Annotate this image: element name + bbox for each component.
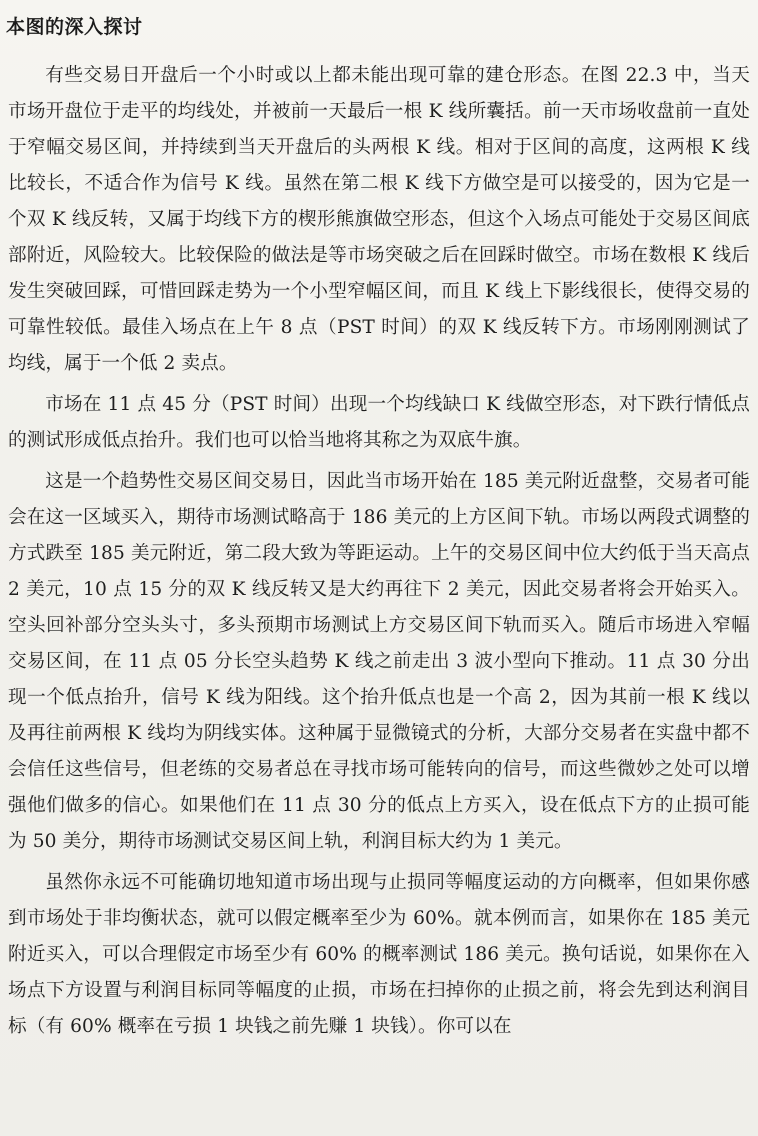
section-heading: 本图的深入探讨 — [6, 16, 143, 38]
paragraph-1: 有些交易日开盘后一个小时或以上都未能出现可靠的建仓形态。在图 22.3 中，当天市场开盘位于走平的均线处，并被前一天最后一根 K 线所囊括。前一天市场收盘前一直处于窄幅交易区间，并持续到当天开盘后的头两根 K 线。相对于区间的高度，这两根 K 线比较长，不适合作为信号 K 线。虽然在第二根 K 线下方做空是可以接受的，因为它是一个双 K 线反转，又属于均线下方的楔形熊旗做空形态，但这个入场点可能处于交易区间底部附近，风险较大。比较保险的做法是等市场突破之后在回踩时做空。市场在数根 K 线后发生突破回踩，可惜回踩走势为一个小型窄幅区间，而且 K 线上下影线很长，使得交易的可靠性较低。最佳入场点在上午 8 点（PST 时间）的双 K 线反转下方。市场刚刚测试了均线，属于一个低 2 卖点。 — [8, 65, 750, 374]
paragraph-3: 这是一个趋势性交易区间交易日，因此当市场开始在 185 美元附近盘整，交易者可能会在这一区域买入，期待市场测试略高于 186 美元的上方区间下轨。市场以两段式调整的方式跌至 185 美元附近，第二段大致为等距运动。上午的交易区间中位大约低于当天高点 2 美元，10 点 15 分的双 K 线反转又是大约再往下 2 美元，因此交易者将会开始买入。空头回补部分空头头寸，多头预期市场测试上方交易区间下轨而买入。随后市场进入窄幅交易区间，在 11 点 05 分长空头趋势 K 线之前走出 3 波小型向下推动。11 点 30 分出现一个低点抬升，信号 K 线为阳线。这个抬升低点也是一个高 2，因为其前一根 K 线以及再往前两根 K 线均为阴线实体。这种属于显微镜式的分析，大部分交易者在实盘中都不会信任这些信号，但老练的交易者总在寻找市场可能转向的信号，而这些微妙之处可以增强他们做多的信心。如果他们在 11 点 30 分的低点上方买入，设在低点下方的止损可能为 50 美分，期待市场测试交易区间上轨，利润目标大约为 1 美元。 — [8, 471, 750, 852]
body-text — [8, 58, 750, 1048]
paragraph-4: 虽然你永远不可能确切地知道市场出现与止损同等幅度运动的方向概率，但如果你感到市场处于非均衡状态，就可以假定概率至少为 60%。就本例而言，如果你在 185 美元附近买入，可以合理假定市场至少有 60% 的概率测试 186 美元。换句话说，如果你在入场点下方设置与利润目标同等幅度的止损，市场在扫掉你的止损之前，将会先到达利润目标（有 60% 概率在亏损 1 块钱之前先赚 1 块钱）。你可以在 — [8, 872, 750, 1037]
paragraph-2: 市场在 11 点 45 分（PST 时间）出现一个均线缺口 K 线做空形态，对下跌行情低点的测试形成低点抬升。我们也可以恰当地将其称之为双底牛旗。 — [8, 394, 750, 451]
